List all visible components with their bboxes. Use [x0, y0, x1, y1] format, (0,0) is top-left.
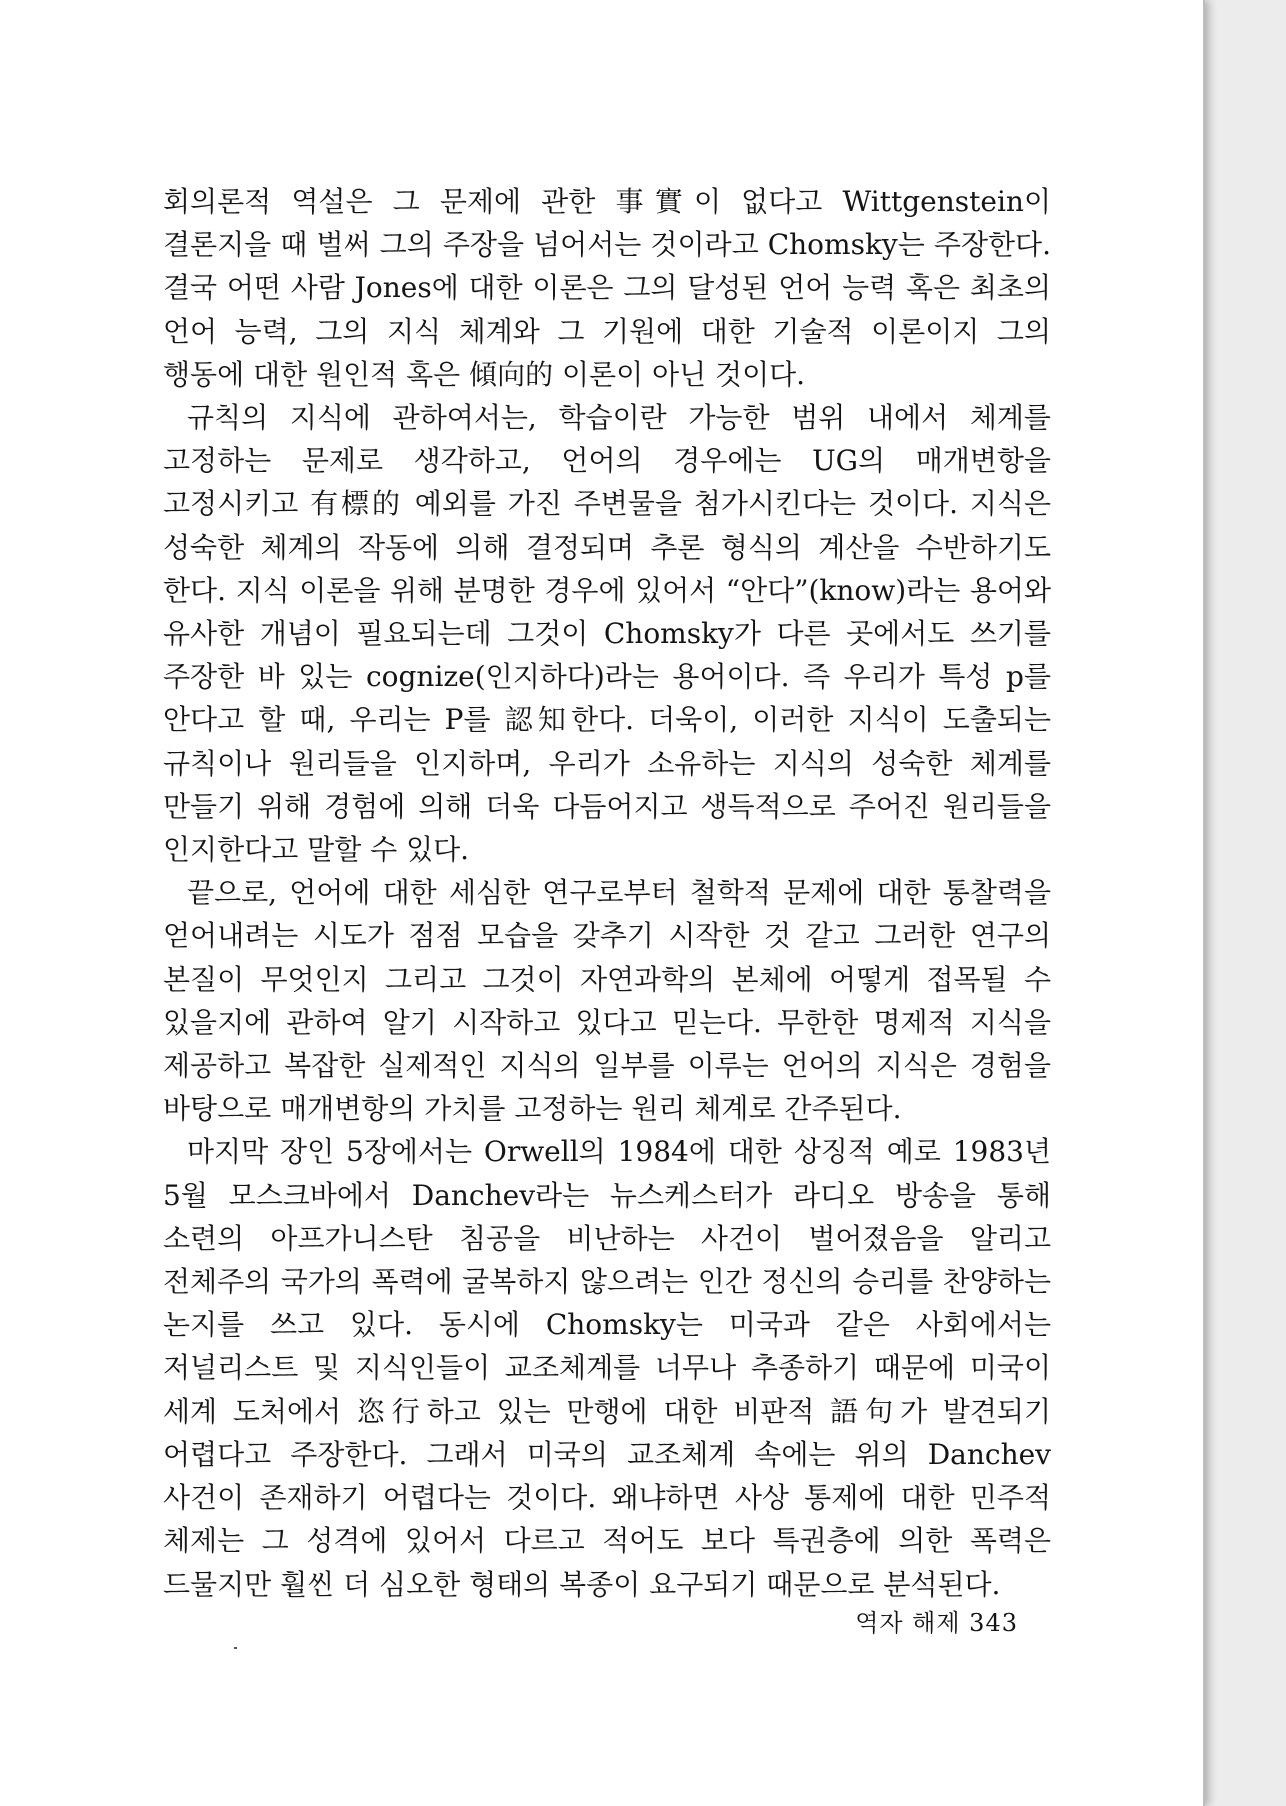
paragraph-4: 마지막 장인 5장에서는 Orwell의 1984에 대한 상징적 예로 1983년 5월 모스크바에서 Danchev라는 뉴스케스터가 라디오 방송을 통해 소련의 아프가니스탄 침공을 비난하는 사건이 벌어졌음을 알리고 전체주의 국가의 폭력에 굴복하지 않으려는 인간 정신의 승리를 찬양하는 논지를 쓰고 있다. 동시에 Chomsky는 미국과 같은 사회에서는 저널리스트 및 지식인들이 교조체계를 너무나 추종하기 때문에 미국이 세계 도처에서 恣行하고 있는 만행에 대한 비판적 語句가 발견되기 어렵다고 주장한다. 그래서 미국의 교조체계 속에는 위의 Danchev 사건이 존재하기 어렵다는 것이다. 왜냐하면 사상 통제에 대한 민주적 체제는 그 성격에 있어서 다르고 적어도 보다 특권층에 의한 폭력은 드물지만 훨씬 더 심오한 형태의 복종이 요구되기 때문으로 분석된다. [163, 1135, 1051, 1601]
body-text [163, 180, 1051, 1606]
scan-speck [234, 1647, 237, 1649]
paragraph-1: 회의론적 역설은 그 문제에 관한 事實이 없다고 Wittgenstein이 결론지을 때 벌써 그의 주장을 넘어서는 것이라고 Chomsky는 주장한다. 결국 어떤 사람 Jones에 대한 이론은 그의 달성된 언어 능력 혹은 최초의 언어 능력, 그의 지식 체계와 그 기원에 대한 기술적 이론이지 그의 행동에 대한 원인적 혹은 傾向的 이론이 아닌 것이다. [163, 185, 1051, 391]
paragraph-3: 끝으로, 언어에 대한 세심한 연구로부터 철학적 문제에 대한 통찰력을 얻어내려는 시도가 점점 모습을 갖추기 시작한 것 같고 그러한 연구의 본질이 무엇인지 그리고 그것이 자연과학의 본체에 어떻게 접목될 수 있을지에 관하여 알기 시작하고 있다고 믿는다. 무한한 명제적 지식을 제공하고 복잡한 실제적인 지식의 일부를 이루는 언어의 지식은 경험을 바탕으로 매개변항의 가치를 고정하는 원리 체계로 간주된다. [163, 876, 1051, 1126]
page-footer: 역자 해제 343 [855, 1609, 1018, 1637]
paragraph-2: 규칙의 지식에 관하여서는, 학습이란 가능한 범위 내에서 체계를 고정하는 문제로 생각하고, 언어의 경우에는 UG의 매개변항을 고정시키고 有標的 예외를 가진 주변물을 첨가시킨다는 것이다. 지식은 성숙한 체계의 작동에 의해 결정되며 추론 형식의 계산을 수반하기도 한다. 지식 이론을 위해 분명한 경우에 있어서 “안다”(know)라는 용어와 유사한 개념이 필요되는데 그것이 Chomsky가 다른 곳에서도 쓰기를 주장한 바 있는 cognize(인지하다)라는 용어이다. 즉 우리가 특성 p를 안다고 할 때, 우리는 P를 認知한다. 더욱이, 이러한 지식이 도출되는 규칙이나 원리들을 인지하며, 우리가 소유하는 지식의 성숙한 체계를 만들기 위해 경험에 의해 더욱 다듬어지고 생득적으로 주어진 원리들을 인지한다고 말할 수 있다. [163, 401, 1051, 867]
